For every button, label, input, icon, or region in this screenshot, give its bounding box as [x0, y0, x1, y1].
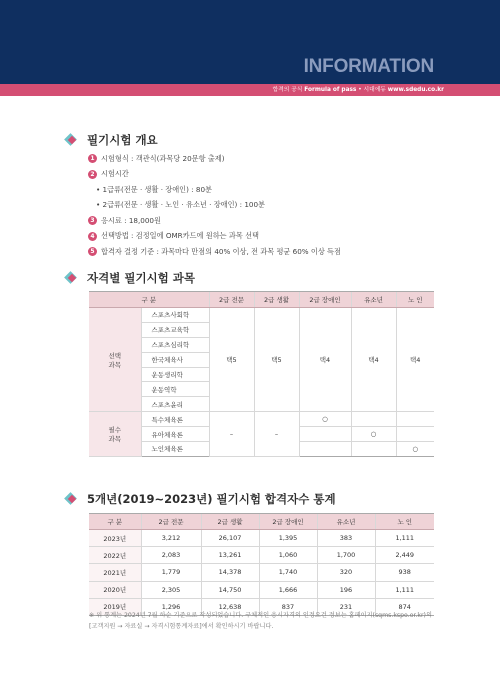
- elective-label-cell: 선택 과목: [89, 308, 141, 412]
- tagline: 합격의 공식: [272, 87, 303, 93]
- empty-cell: [396, 427, 434, 442]
- table-row: [89, 308, 434, 323]
- subject-name-cell: 운동생리학: [141, 367, 209, 382]
- number-badge: 3: [88, 216, 97, 225]
- table-cell: 12,638: [201, 598, 259, 615]
- table-header-cell: 2급 전문: [141, 514, 201, 530]
- table-header-cell: 2급 생활: [254, 292, 299, 308]
- table-cell: 1,700: [317, 547, 375, 564]
- section-subjects-heading: [64, 270, 195, 286]
- number-badge: 5: [88, 247, 97, 256]
- circle-mark-cell: ○: [299, 412, 351, 427]
- empty-cell: [351, 442, 396, 457]
- table-cell: 13,261: [201, 547, 259, 564]
- dash-cell: –: [209, 412, 254, 457]
- table-row: [89, 530, 434, 547]
- list-item: [88, 151, 341, 167]
- table-header-cell: 구 분: [89, 514, 141, 530]
- circle-mark-cell: ○: [351, 427, 396, 442]
- circle-mark-cell: ○: [396, 442, 434, 457]
- subject-name-cell: 운동역학: [141, 382, 209, 397]
- table-cell: 26,107: [201, 530, 259, 547]
- subject-name-cell: 유아체육론: [141, 427, 209, 442]
- table-header-cell: 2급 장애인: [299, 292, 351, 308]
- table-row: [89, 547, 434, 564]
- elective-count-cell: 택4: [299, 308, 351, 412]
- brand-name: 시대에듀: [363, 87, 386, 93]
- stats-table: [89, 513, 434, 616]
- stats-note: ※ 위 통계는 2024년 7월 하순 기준으로 작성되었습니다. 구체적인 응시자격의 인정요건 정보는 홈페이지(sqms.kspo.or.kr)의 [고객지원 → 자료실 → 자격시험통계자료]에서 확인하시기 바랍니다.: [89, 612, 432, 630]
- list-item: [88, 229, 341, 245]
- section-title: 필기시험 개요: [87, 133, 158, 147]
- table-header-cell: 2급 전문: [209, 292, 254, 308]
- table-cell: 1,296: [141, 598, 201, 615]
- site-url[interactable]: www.sdedu.co.kr: [387, 87, 444, 93]
- list-item-text: 선택방법 : 검정일에 OMR카드에 원하는 과목 선택: [101, 231, 259, 241]
- number-badge: 4: [88, 232, 97, 241]
- list-item-text: • 1급류(전문 · 생활 · 장애인) : 80분: [96, 184, 212, 194]
- list-item: [88, 198, 341, 214]
- section-title: 자격별 필기시험 과목: [87, 271, 195, 285]
- table-header-cell: 구 분: [89, 292, 209, 308]
- header-banner: [0, 0, 500, 84]
- subjects-table: [89, 291, 434, 457]
- table-cell: 938: [375, 564, 434, 581]
- year-cell: 2022년: [89, 547, 141, 564]
- subject-name-cell: 스포츠심리학: [141, 337, 209, 352]
- table-header-row: [89, 514, 434, 530]
- table-cell: 196: [317, 581, 375, 598]
- table-cell: 1,111: [375, 530, 434, 547]
- dash-cell: –: [254, 412, 299, 457]
- table-cell: 837: [259, 598, 317, 615]
- year-cell: 2020년: [89, 581, 141, 598]
- list-item-text: 시험형식 : 객관식(과목당 20문항 출제): [101, 153, 225, 163]
- diamond-bullet-icon: [64, 133, 78, 147]
- elective-count-cell: 택4: [351, 308, 396, 412]
- page-title: INFORMATION: [303, 56, 434, 77]
- table-cell: 874: [375, 598, 434, 615]
- required-label-cell: 필수 과목: [89, 412, 141, 457]
- table-cell: 1,666: [259, 581, 317, 598]
- section-overview-heading: [64, 132, 158, 148]
- empty-cell: [351, 412, 396, 427]
- year-cell: 2021년: [89, 564, 141, 581]
- year-cell: 2023년: [89, 530, 141, 547]
- table-cell: 320: [317, 564, 375, 581]
- number-badge: 1: [88, 154, 97, 163]
- empty-cell: [396, 412, 434, 427]
- table-header-cell: 2급 생활: [201, 514, 259, 530]
- elective-count-cell: 택5: [209, 308, 254, 412]
- empty-cell: [299, 442, 351, 457]
- tagline-bold: Formula of pass: [304, 87, 357, 93]
- subject-name-cell: 특수체육론: [141, 412, 209, 427]
- table-row: [89, 412, 434, 427]
- table-header-row: [89, 292, 434, 308]
- subject-name-cell: 스포츠사회학: [141, 308, 209, 323]
- bullet-separator: •: [358, 87, 362, 93]
- empty-cell: [299, 427, 351, 442]
- table-cell: 1,060: [259, 547, 317, 564]
- list-item-text: 응시료 : 18,000원: [101, 215, 161, 225]
- table-cell: 1,740: [259, 564, 317, 581]
- year-cell: 2019년: [89, 598, 141, 615]
- table-cell: 1,111: [375, 581, 434, 598]
- elective-count-cell: 택5: [254, 308, 299, 412]
- table-cell: 2,305: [141, 581, 201, 598]
- table-cell: 14,378: [201, 564, 259, 581]
- section-stats-heading: [64, 491, 336, 507]
- table-cell: 231: [317, 598, 375, 615]
- list-item: [88, 167, 341, 183]
- list-item: [88, 213, 341, 229]
- list-item-text: • 2급류(전문 · 생활 · 노인 · 유소년 · 장애인) : 100분: [96, 200, 265, 210]
- table-row: [89, 564, 434, 581]
- table-header-cell: 2급 장애인: [259, 514, 317, 530]
- table-cell: 14,750: [201, 581, 259, 598]
- tagline-text: [273, 84, 444, 96]
- list-item: [88, 182, 341, 198]
- overview-list: [88, 151, 341, 260]
- diamond-bullet-icon: [64, 271, 78, 285]
- list-item: [88, 244, 341, 260]
- table-cell: 2,449: [375, 547, 434, 564]
- table-header-cell: 노 인: [375, 514, 434, 530]
- subject-name-cell: 한국체육사: [141, 352, 209, 367]
- table-row: [89, 581, 434, 598]
- diamond-bullet-icon: [64, 492, 78, 506]
- subject-name-cell: 노인체육론: [141, 442, 209, 457]
- elective-count-cell: 택4: [396, 308, 434, 412]
- table-cell: 1,395: [259, 530, 317, 547]
- list-item-text: 시험시간: [101, 169, 129, 179]
- subject-name-cell: 스포츠교육학: [141, 322, 209, 337]
- section-title: 5개년(2019~2023년) 필기시험 합격자수 통계: [87, 492, 336, 506]
- subject-name-cell: 스포츠윤리: [141, 397, 209, 412]
- number-badge: 2: [88, 170, 97, 179]
- tagline-strip: [0, 84, 500, 96]
- table-header-cell: 노 인: [396, 292, 434, 308]
- table-cell: 3,212: [141, 530, 201, 547]
- table-cell: 383: [317, 530, 375, 547]
- table-cell: 1,779: [141, 564, 201, 581]
- table-header-cell: 유소년: [351, 292, 396, 308]
- table-cell: 2,083: [141, 547, 201, 564]
- table-header-cell: 유소년: [317, 514, 375, 530]
- list-item-text: 합격자 결정 기준 : 과목마다 만점의 40% 이상, 전 과목 평균 60% 이상 득점: [101, 246, 341, 256]
